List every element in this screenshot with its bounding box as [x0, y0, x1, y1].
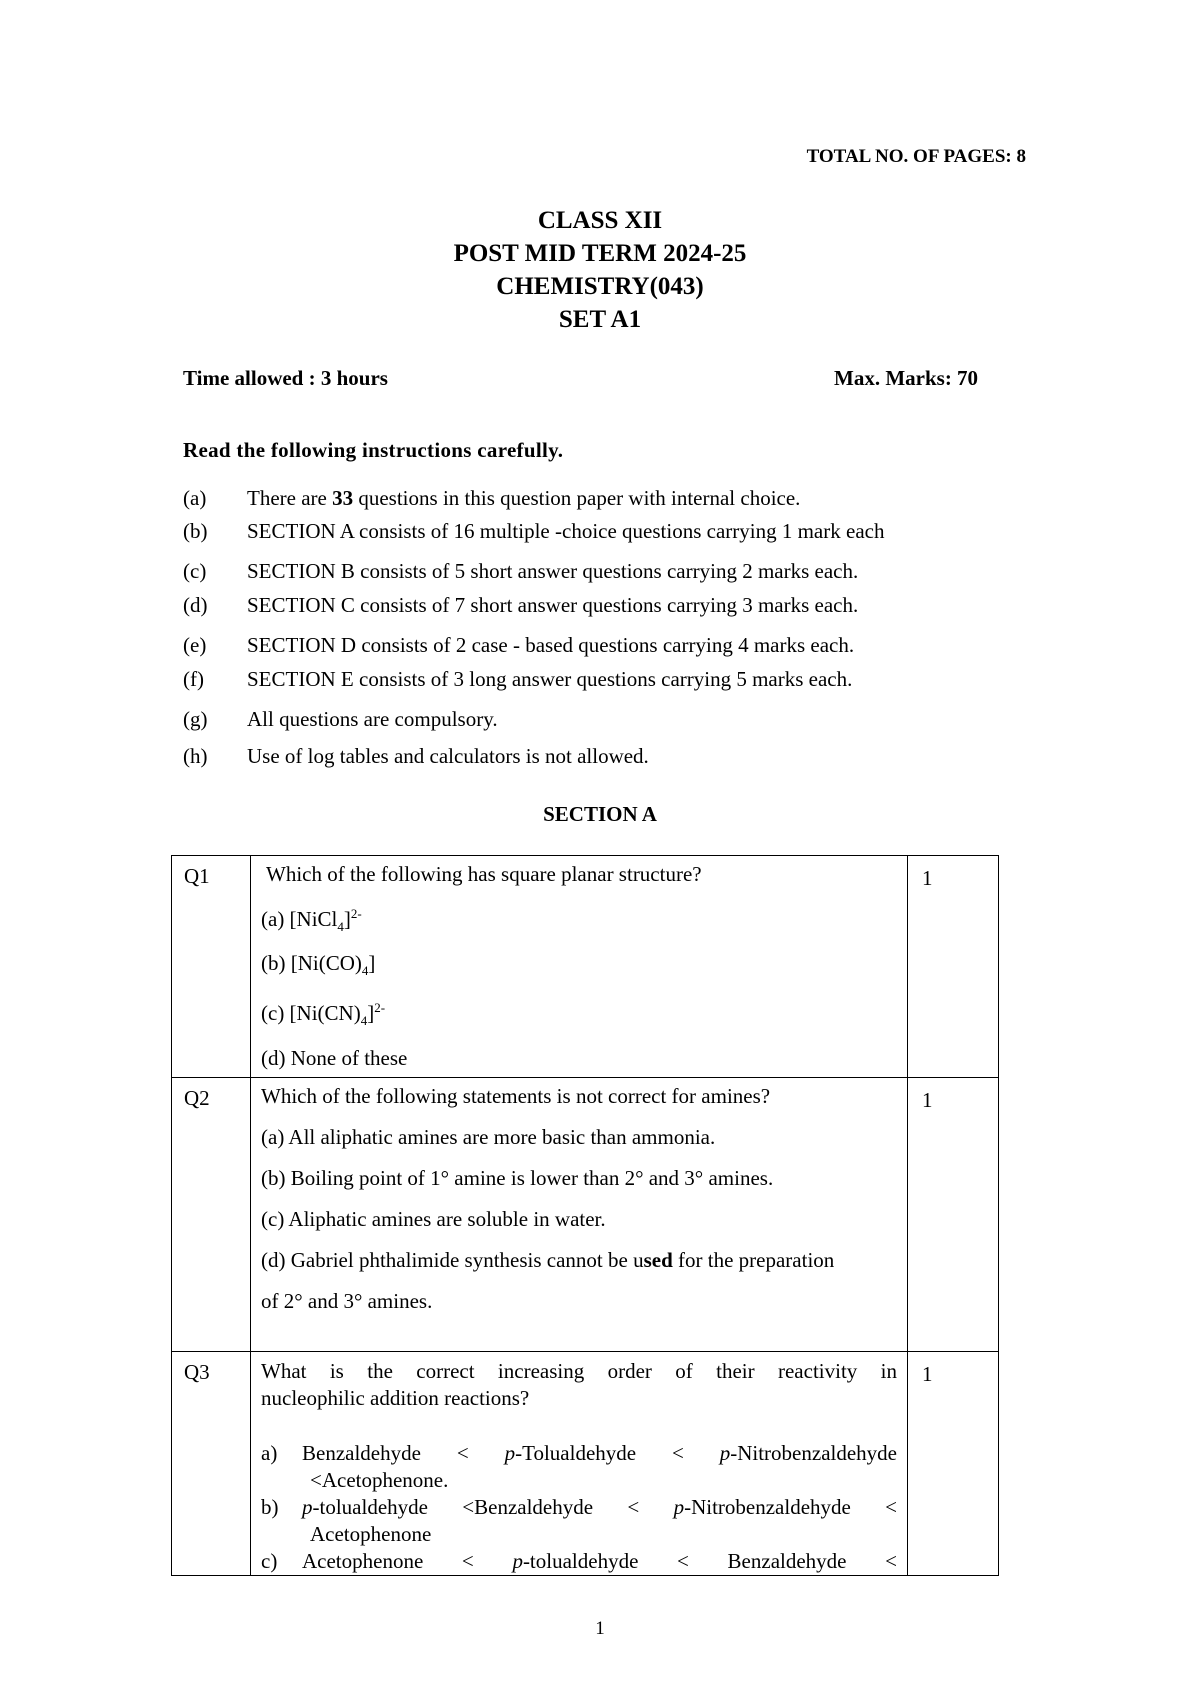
set-title: SET A1	[558, 306, 642, 333]
option-b: (b) $[Ni(CO)_4]$	[261, 951, 376, 979]
option-list	[261, 895, 897, 1077]
question-text-continued: nucleophilic addition reactions?	[261, 1385, 530, 1410]
option-d: (d) Gabriel phthalimide synthesis cannot be used for the preparation	[261, 1247, 835, 1272]
question-number: Q2	[172, 1077, 251, 1351]
instruction-label: (f)	[183, 667, 204, 691]
question-text: Which of the following has square planar structure?	[266, 862, 702, 886]
instructions-title: Read the following instructions carefully.	[183, 438, 564, 462]
question-row	[172, 1077, 999, 1351]
question-number: Q1	[172, 856, 251, 1078]
instruction-text: All questions are compulsory.	[247, 707, 498, 731]
question-marks: 1	[908, 1351, 999, 1575]
question-body	[251, 1077, 908, 1351]
instruction-item	[183, 519, 884, 544]
instruction-text: SECTION D consists of 2 case - based questions carrying 4 marks each.	[247, 633, 855, 657]
instruction-item	[183, 486, 800, 511]
question-table	[171, 855, 999, 1576]
instruction-item	[183, 667, 852, 692]
instruction-label: (e)	[183, 633, 207, 657]
instruction-item	[183, 559, 858, 584]
question-text: Which of the following statements is not correct for amines?	[261, 1083, 771, 1108]
instruction-text: questions in this question paper with internal choice.	[353, 486, 801, 510]
exam-header	[0, 204, 1200, 336]
option-c: c) Acetophenone < p-tolualdehyde < Benzaldehyde <	[261, 1548, 897, 1573]
question-row	[172, 856, 999, 1078]
question-row	[172, 1351, 999, 1575]
question-body	[251, 856, 908, 1078]
option-b: (b) Boiling point of 1° amine is lower than 2° and 3° amines.	[261, 1165, 774, 1190]
instruction-label: (d)	[183, 593, 208, 617]
max-marks: Max. Marks: 70	[834, 366, 979, 390]
instruction-item	[183, 593, 858, 618]
option-c: (c) $[Ni(CN)_4]^{2-}$	[261, 1000, 386, 1029]
subject-title: CHEMISTRY(043)	[496, 273, 704, 300]
time-allowed: Time allowed : 3 hours	[183, 366, 388, 390]
question-body	[251, 1351, 908, 1575]
term-title: POST MID TERM 2024-25	[453, 240, 747, 267]
instruction-text: SECTION C consists of 7 short answer questions carrying 3 marks each.	[247, 593, 859, 617]
instruction-text: There are	[247, 486, 333, 510]
page-number: 1	[595, 1618, 605, 1639]
instruction-item	[183, 744, 649, 769]
instruction-label: (a)	[183, 486, 207, 510]
instruction-bold: 33	[332, 486, 354, 510]
option-d-continued: of 2° and 3° amines.	[261, 1288, 433, 1313]
question-marks: 1	[908, 1077, 999, 1351]
question-text: What is the correct increasing order of their reactivity in	[261, 1358, 897, 1383]
class-title: CLASS XII	[537, 207, 663, 234]
question-number: Q3	[172, 1351, 251, 1575]
option-d: (d) None of these	[261, 1045, 408, 1070]
option-c: (c) Aliphatic amines are soluble in water.	[261, 1206, 606, 1231]
instruction-label: (h)	[183, 744, 208, 768]
section-title: SECTION A	[543, 802, 657, 826]
option-a: (a) All aliphatic amines are more basic than ammonia.	[261, 1124, 716, 1149]
instruction-text: SECTION E consists of 3 long answer questions carrying 5 marks each.	[247, 667, 853, 691]
instruction-text: SECTION A consists of 16 multiple -choice questions carrying 1 mark each	[247, 519, 885, 543]
instruction-text: Use of log tables and calculators is not allowed.	[247, 744, 649, 768]
total-pages: TOTAL NO. OF PAGES: 8	[806, 146, 1026, 167]
instruction-item	[183, 633, 854, 658]
instruction-label: (g)	[183, 707, 208, 731]
option-a: (a) [NiCl$_4$]$^{2-}$	[261, 906, 362, 935]
question-marks: 1	[908, 856, 999, 1078]
instruction-text: SECTION B consists of 5 short answer questions carrying 2 marks each.	[247, 559, 859, 583]
instruction-item	[183, 707, 498, 732]
instruction-label: (b)	[183, 519, 208, 543]
option-a: a) Benzaldehyde < p-Tolualdehyde < p-Nitrobenzaldehyde <Acetophenone.	[261, 1440, 897, 1492]
instruction-label: (c)	[183, 559, 207, 583]
option-b: b) p-tolualdehyde <Benzaldehyde < p-Nitrobenzaldehyde < Acetophenone	[261, 1494, 898, 1546]
